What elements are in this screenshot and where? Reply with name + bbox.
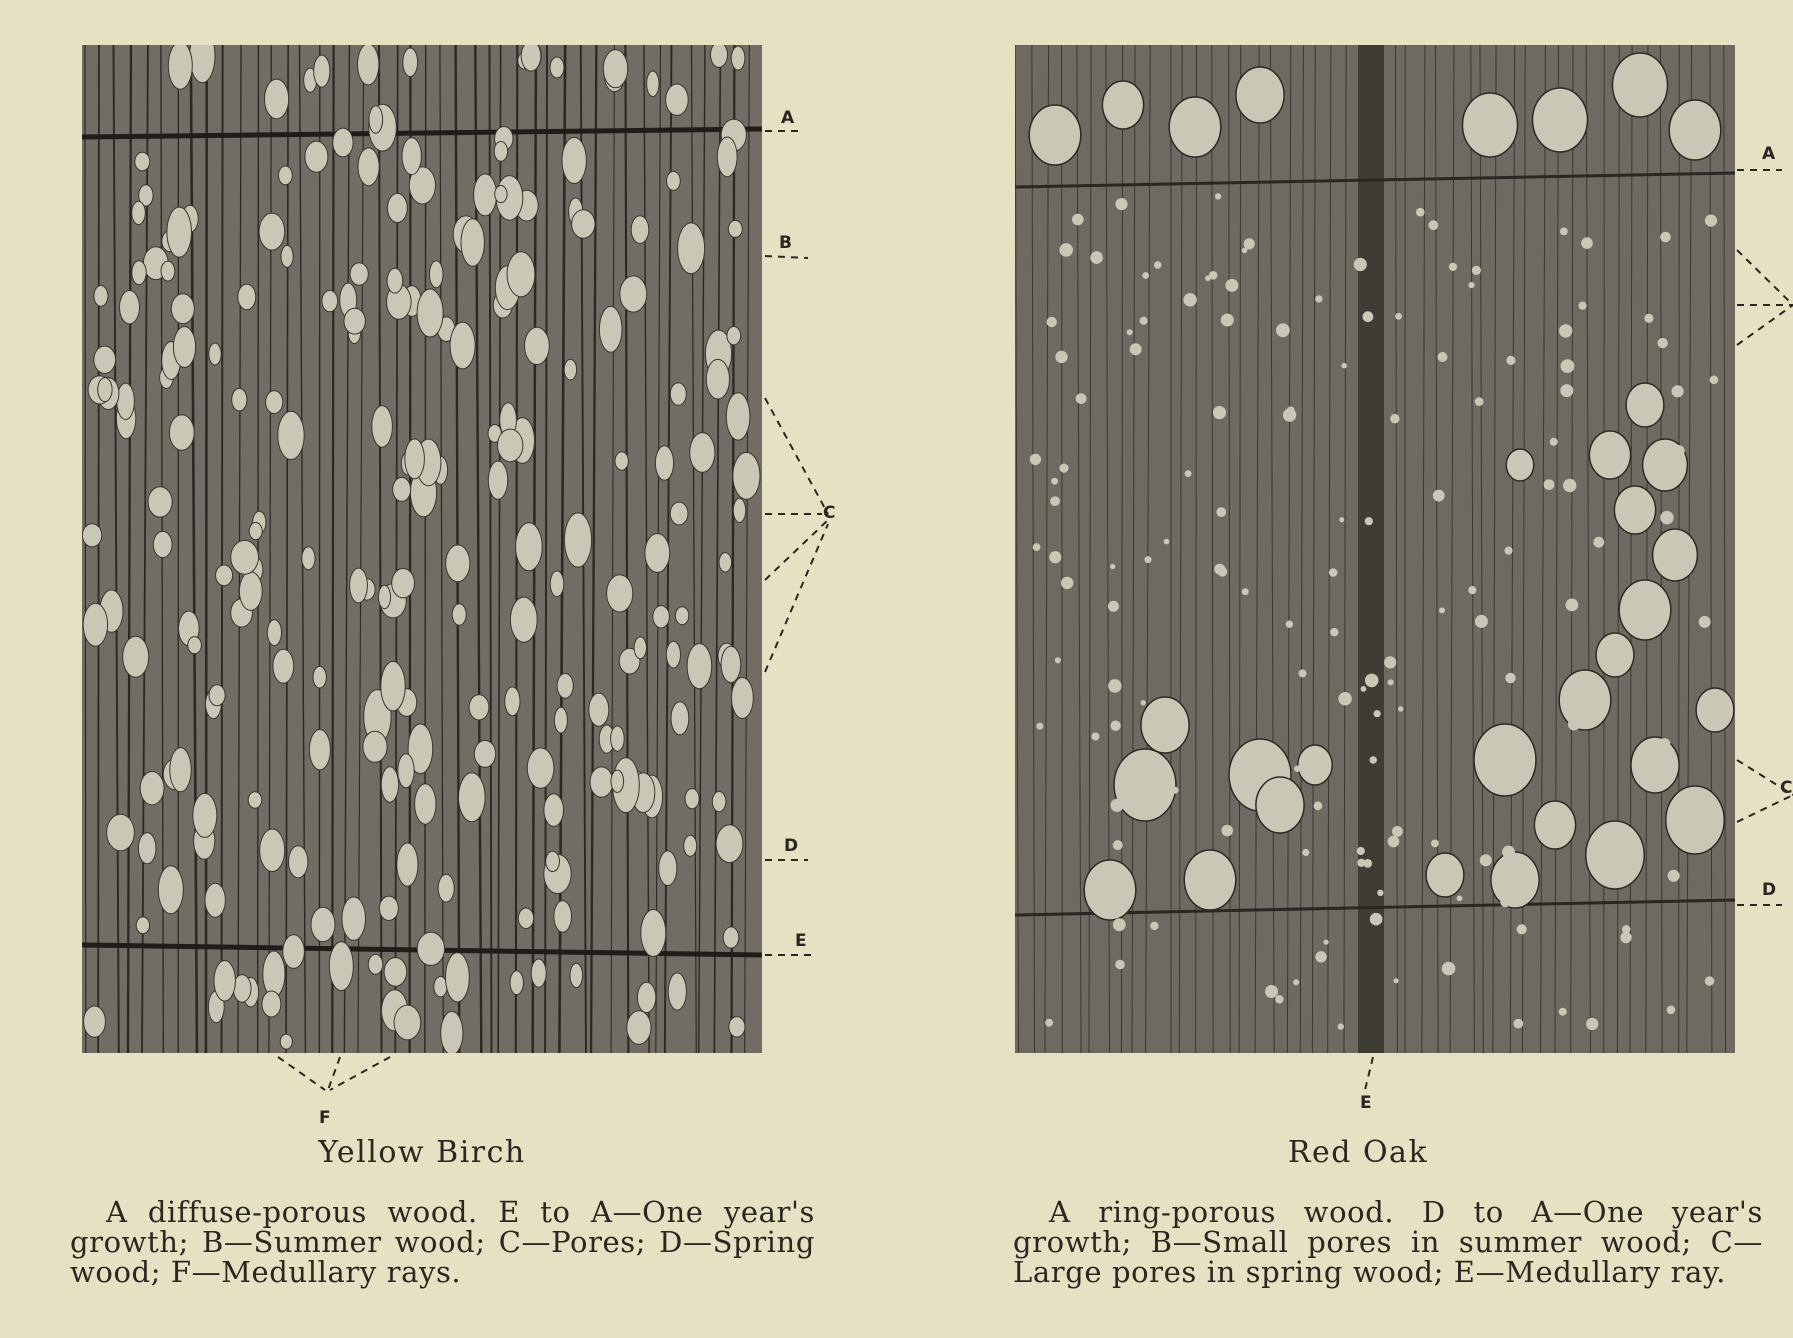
label-d: D xyxy=(1762,880,1777,900)
figure-caption: A diffuse-porous wood. E to A—One year's growth; B—Summer wood; C—Pores; D—Spring wood; F—Medullary rays. xyxy=(70,1195,815,1289)
label-a: A xyxy=(1762,144,1776,164)
label-d: D xyxy=(784,836,799,856)
label-b: B xyxy=(779,233,792,253)
label-a: A xyxy=(781,108,795,128)
figure-title: Yellow Birch xyxy=(318,1135,526,1170)
label-c: C xyxy=(1780,778,1793,798)
label-c: C xyxy=(823,503,836,523)
label-e: E xyxy=(795,931,807,951)
label-e: E xyxy=(1360,1093,1372,1113)
figure-title: Red Oak xyxy=(1287,1135,1429,1170)
figure-caption: A ring-porous wood. D to A—One year's growth; B—Small pores in summer wood; C—Large pores in spring wood; E—Medullary ray. xyxy=(1013,1195,1763,1289)
label-f: F xyxy=(319,1108,331,1128)
